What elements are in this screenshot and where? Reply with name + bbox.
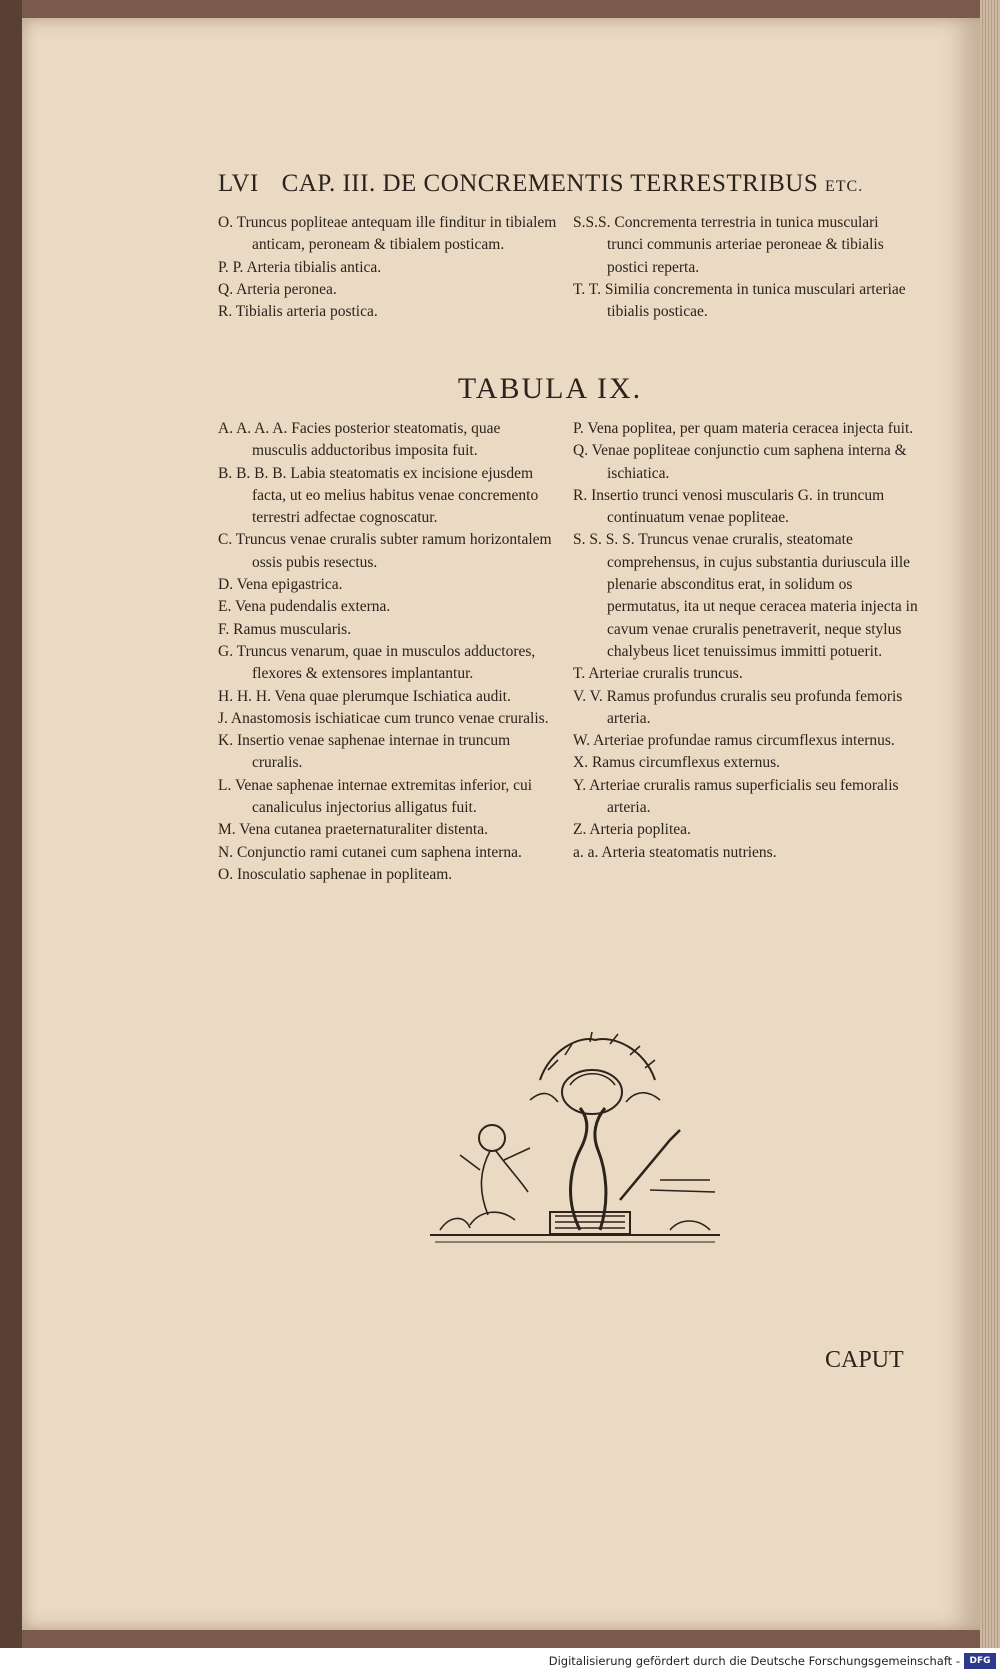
legend-entry: R. Tibialis arteria postica. (218, 303, 378, 321)
legend-entry: D. Vena epigastrica. (218, 576, 343, 594)
legend-entry: O. Inosculatio saphenae in popliteam. (218, 865, 453, 883)
legend-entry: M. Vena cutanea praeternaturaliter distenta. (218, 821, 488, 839)
legend-entry: S.S.S. Concrementa terrestria in tunica musculari trunci communis arteriae peroneae & tibialis postici reperta. (573, 214, 884, 276)
legend-entry: O. Truncus popliteae antequam ille finditur in tibialem anticam, peroneam & tibialem posticam. (218, 214, 557, 254)
legend-entry: T. T. Similia concrementa in tunica musculari arteriae tibialis posticae. (573, 280, 906, 321)
legend-entry: J. Anastomosis ischiaticae cum trunco venae cruralis. (218, 709, 549, 727)
legend-entry: A. A. A. A. Facies posterior steatomatis, quae musculis adductoribus imposita fuit. (218, 420, 501, 460)
left-legend-column (218, 418, 558, 886)
legend-entry: T. Arteriae cruralis truncus. (573, 665, 743, 683)
legend-entry: Q. Arteria peronea. (218, 280, 337, 298)
legend-entry: P. Vena poplitea, per quam materia ceracea injecta fuit. (573, 420, 914, 437)
legend-entry: Z. Arteria poplitea. (573, 821, 691, 839)
legend-entry: W. Arteriae profundae ramus circumflexus internus. (573, 732, 895, 750)
running-header (218, 170, 864, 198)
chapter-title: CAP. III. DE CONCREMENTIS TERRESTRIBUS (281, 170, 819, 197)
catchword: CAPUT (825, 1347, 904, 1373)
page-stack-edge (980, 0, 1000, 1648)
legend-entry: C. Truncus venae cruralis subter ramum horizontalem ossis pubis resectus. (218, 531, 552, 571)
legend-entry: B. B. B. B. Labia steatomatis ex incisione ejusdem facta, ut eo melius habitus venae concremento terrestri adfectae cognoscatur. (218, 464, 539, 527)
legend-entry: H. H. H. Vena quae plerumque Ischiatica audit. (218, 687, 511, 705)
footer-credit: Digitalisierung gefördert durch die Deutsche Forschungsgemeinschaft - (548, 1654, 960, 1668)
page-number: LVI (218, 170, 259, 197)
dfg-logo: DFG (964, 1653, 996, 1669)
legend-entry: G. Truncus venarum, quae in musculos adductores, flexores & extensores implantantur. (218, 642, 536, 683)
legend-entry: E. Vena pudendalis externa. (218, 598, 391, 616)
header-etc: ETC. (825, 178, 864, 195)
legend-entry: S. S. S. S. Truncus venae cruralis, steatomate comprehensus, in cujus substantia duriuscula ille plenarie absconditus erat, in solidum os permutatus, ita ut neque ceracea materia injecta in cavum venae cruralis penetraverit, neque stylus chalybeus licet tenuissimus immitti potuerit. (573, 531, 918, 660)
legend-entry: L. Venae saphenae internae extremitas inferior, cui canaliculus injectorius alligatus fuit. (218, 776, 533, 817)
legend-entry: Y. Arteriae cruralis ramus superficialis seu femoralis arteria. (573, 776, 899, 817)
top-left-column (218, 212, 558, 323)
tabula-heading: TABULA IX. (457, 372, 643, 405)
engraved-vignette-icon (430, 1030, 720, 1250)
legend-entry: a. a. Arteria steatomatis nutriens. (573, 843, 777, 861)
top-right-column (573, 212, 918, 323)
legend-entry: R. Insertio trunci venosi muscularis G. in truncum continuatum venae popliteae. (573, 486, 885, 527)
legend-entry: P. P. Arteria tibialis antica. (218, 258, 382, 276)
legend-entry: Q. Venae popliteae conjunctio cum saphena interna & ischiatica. (573, 442, 907, 482)
legend-entry: X. Ramus circumflexus externus. (573, 754, 781, 772)
legend-entry: N. Conjunctio rami cutanei cum saphena interna. (218, 843, 522, 861)
legend-entry: V. V. Ramus profundus cruralis seu profunda femoris arteria. (573, 687, 903, 727)
book-spine-edge (0, 0, 22, 1648)
legend-entry: F. Ramus muscularis. (218, 620, 352, 638)
right-legend-column (573, 418, 918, 864)
digitization-footer (0, 1648, 1000, 1678)
legend-entry: K. Insertio venae saphenae internae in truncum cruralis. (218, 732, 511, 772)
